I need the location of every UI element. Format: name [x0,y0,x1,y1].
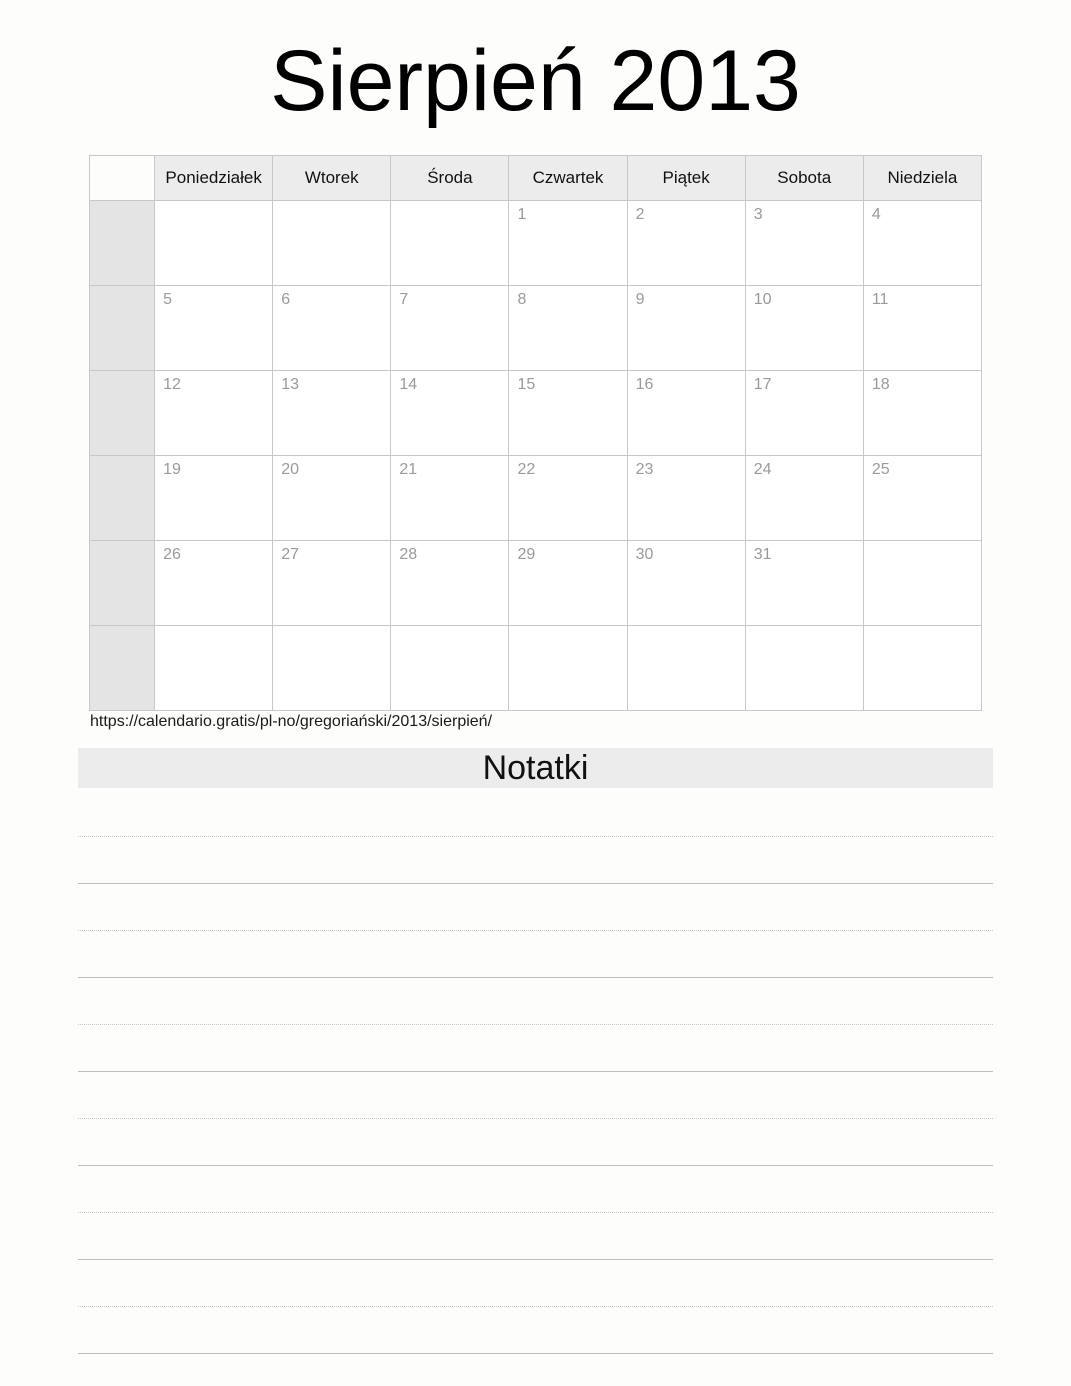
day-number: 14 [399,376,418,393]
table-row [90,201,982,286]
notes-line[interactable] [78,884,993,931]
day-number [155,201,272,207]
day-cell[interactable] [745,371,863,456]
day-number: 21 [399,461,418,478]
day-number: 30 [635,546,654,563]
day-number: 6 [281,291,291,308]
day-number [273,626,390,632]
day-cell[interactable] [155,541,273,626]
day-cell[interactable] [509,286,627,371]
day-number: 28 [399,546,418,563]
day-cell[interactable] [391,456,509,541]
day-cell[interactable] [509,626,627,711]
notes-line[interactable] [78,1213,993,1260]
day-number [509,626,626,632]
day-cell[interactable] [273,286,391,371]
day-number: 22 [517,461,536,478]
day-cell[interactable] [509,371,627,456]
day-cell[interactable] [391,201,509,286]
day-cell[interactable] [155,456,273,541]
source-url[interactable]: https://calendario.gratis/pl-no/gregoriański/2013/sierpień/ [90,713,493,730]
notes-line[interactable] [78,1119,993,1166]
day-cell[interactable] [155,626,273,711]
weekday-header-saturday: Sobota [745,156,863,201]
day-cell[interactable] [273,371,391,456]
weekday-header-sunday: Niedziela [863,156,981,201]
day-number: 31 [753,546,772,563]
notes-area[interactable] [78,790,993,1354]
notes-line[interactable] [78,978,993,1025]
day-cell[interactable] [509,201,627,286]
day-cell[interactable] [745,456,863,541]
day-number: 24 [753,461,772,478]
day-cell[interactable] [155,286,273,371]
day-number [864,626,981,632]
day-number: 26 [163,546,181,563]
day-cell[interactable] [863,371,981,456]
day-number [155,626,272,632]
page-title: Sierpień 2013 [270,33,801,129]
day-cell[interactable] [155,371,273,456]
day-cell[interactable] [627,201,745,286]
calendar-gutter-cell [90,456,155,541]
day-number: 17 [753,376,772,393]
weekday-header-monday: Poniedziałek [155,156,273,201]
table-row [90,456,982,541]
table-row [90,541,982,626]
table-row [90,286,982,371]
notes-line[interactable] [78,1072,993,1119]
day-cell[interactable] [745,541,863,626]
day-number: 3 [753,206,763,223]
day-number: 7 [399,291,409,308]
day-cell[interactable] [627,286,745,371]
calendar-gutter-cell [90,371,155,456]
day-number [391,626,508,632]
day-cell[interactable] [391,286,509,371]
day-number: 18 [871,376,890,393]
day-cell[interactable] [273,456,391,541]
weekday-header-wednesday: Środa [391,156,509,201]
notes-line[interactable] [78,837,993,884]
calendar-gutter-cell [90,201,155,286]
day-number: 23 [635,461,654,478]
day-number [864,541,981,547]
day-cell[interactable] [273,626,391,711]
weekday-header-tuesday: Wtorek [273,156,391,201]
day-cell[interactable] [509,456,627,541]
calendar-header-row [90,156,982,201]
day-number: 10 [753,291,772,308]
day-number: 20 [281,461,299,478]
day-cell[interactable] [273,201,391,286]
day-number: 9 [635,291,645,308]
weekday-header-friday: Piątek [627,156,745,201]
day-number [628,626,745,632]
day-number: 25 [871,461,890,478]
day-cell[interactable] [155,201,273,286]
notes-line[interactable] [78,790,993,837]
notes-line[interactable] [78,931,993,978]
day-number: 12 [163,376,181,393]
day-cell[interactable] [627,626,745,711]
day-cell[interactable] [745,201,863,286]
notes-heading: Notatki [78,748,993,788]
day-cell[interactable] [863,201,981,286]
day-cell[interactable] [273,541,391,626]
calendar-table [89,155,982,711]
calendar-gutter-cell [90,626,155,711]
day-number: 19 [163,461,181,478]
day-number [746,626,863,632]
day-cell[interactable] [745,626,863,711]
day-number: 5 [163,291,172,308]
day-number: 29 [517,546,536,563]
day-number: 15 [517,376,536,393]
day-cell[interactable] [627,541,745,626]
calendar-container [89,155,982,711]
notes-line[interactable] [78,1260,993,1307]
day-number: 4 [871,206,881,223]
table-row [90,626,982,711]
day-cell[interactable] [863,626,981,711]
day-number: 27 [281,546,299,563]
calendar-gutter-cell [90,286,155,371]
day-number: 11 [871,291,889,308]
day-cell[interactable] [863,456,981,541]
day-number: 2 [635,206,645,223]
calendar-gutter-header [90,156,155,201]
day-cell[interactable] [391,541,509,626]
day-number: 1 [517,206,527,223]
day-cell[interactable] [863,541,981,626]
day-number [273,201,390,207]
weekday-header-thursday: Czwartek [509,156,627,201]
day-number: 8 [517,291,527,308]
day-cell[interactable] [391,626,509,711]
day-cell[interactable] [391,371,509,456]
day-cell[interactable] [745,286,863,371]
calendar-gutter-cell [90,541,155,626]
day-cell[interactable] [863,286,981,371]
day-cell[interactable] [627,456,745,541]
notes-line[interactable] [78,1166,993,1213]
notes-line[interactable] [78,1307,993,1354]
day-number [391,201,508,207]
day-number: 16 [635,376,654,393]
day-cell[interactable] [509,541,627,626]
day-cell[interactable] [627,371,745,456]
day-number: 13 [281,376,299,393]
table-row [90,371,982,456]
notes-line[interactable] [78,1025,993,1072]
